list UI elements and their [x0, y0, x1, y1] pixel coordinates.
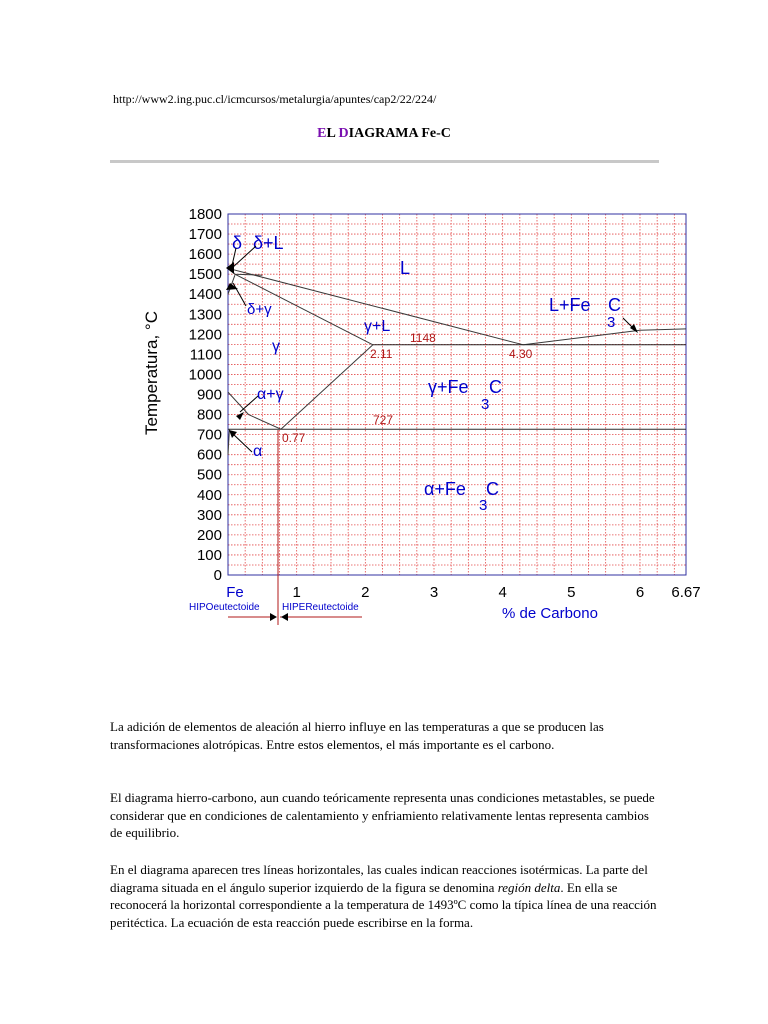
left-arrow-icon — [270, 613, 277, 621]
y-tick-label: 1300 — [188, 306, 222, 324]
y-tick-label: 1700 — [188, 226, 222, 244]
phase-label-alpha-fe-sub3: 3 — [479, 497, 488, 514]
title-initial-d: D — [338, 126, 349, 141]
phase-label-gamma-fe-c: C — [489, 377, 502, 397]
phase-line-acm — [281, 345, 373, 429]
y-tick-label: 100 — [196, 546, 222, 564]
phase-label-gamma-fe-sub3: 3 — [481, 396, 490, 413]
phase-label-gamma-liquid: γ+L — [364, 318, 391, 335]
y-tick-label: 500 — [196, 466, 222, 484]
y-tick-label: 900 — [196, 386, 222, 404]
phase-label-alpha: α — [253, 443, 263, 460]
arrow-head-icon — [226, 262, 234, 274]
x-tick-label: 6.67 — [671, 584, 701, 601]
y-tick-label: 1200 — [188, 326, 222, 344]
page-title — [0, 126, 768, 142]
x-tick-label: 5 — [567, 584, 576, 601]
paragraph-3-part-b: . En ella se reconocerá la horizontal correspondiente a la temperatura de 1493ºC como la típica línea de una reacción peritéctica. La ecuación de esta reacción puede escribirse en la forma. — [110, 879, 657, 930]
value-label-2-11: 2.11 — [370, 347, 393, 361]
phase-line-liquidus-2 — [523, 329, 686, 345]
phase-label-liquid-fe: L+Fe — [549, 295, 591, 315]
phase-label-liquid-fe-c: C — [608, 295, 621, 315]
fe-c-phase-diagram — [0, 195, 768, 635]
phase-label-alpha-fe: α+Fe — [424, 479, 466, 499]
phase-label-delta-liquid: δ+L — [253, 233, 284, 253]
y-tick-label: 800 — [196, 406, 222, 424]
y-tick-label: 700 — [196, 426, 222, 444]
value-label-1148: 1148 — [410, 331, 436, 345]
y-tick-label: 1100 — [189, 346, 222, 364]
y-tick-label: 0 — [213, 567, 222, 584]
value-label-4-30: 4.30 — [509, 347, 533, 361]
y-tick-label: 1000 — [188, 366, 222, 384]
x-tick-labels — [226, 584, 700, 601]
region-delta-term: región delta — [497, 879, 561, 895]
paragraph-2: El diagrama hierro-carbono, aun cuando teóricamente representa unas condiciones metastables, se puede considerar que en condiciones de calentamiento y enfriamiento relativamente lentas representa cambios de equilibrio. — [110, 790, 655, 840]
phase-label-alpha-gamma: α+γ — [257, 386, 284, 403]
phase-label-gamma: γ — [272, 338, 280, 355]
phase-label-alpha-fe-c: C — [486, 479, 499, 499]
y-tick-label: 400 — [196, 486, 222, 504]
paragraph-3 — [110, 861, 658, 931]
x-tick-label: 4 — [498, 584, 507, 601]
y-tick-label: 200 — [196, 526, 222, 544]
paragraph-3-part-a: En el diagrama aparecen tres líneas horizontales, las cuales indican reacciones isotérmicas. La parte del diagrama situada en el ángulo superior izquierdo de la figura se denomina — [110, 862, 648, 895]
y-tick-label: 1400 — [188, 286, 222, 304]
y-tick-labels — [189, 206, 222, 584]
x-tick-label: 2 — [361, 584, 370, 601]
y-tick-label: 1500 — [188, 266, 222, 284]
arrow-head-icon — [236, 412, 244, 420]
y-tick-label: 1800 — [188, 206, 222, 223]
callout-leaders — [231, 246, 635, 452]
title-part-rest: IAGRAMA Fe-C — [348, 126, 451, 141]
value-label-0-77: 0.77 — [282, 431, 306, 445]
title-initial-e: E — [317, 126, 327, 141]
region-label-hypoeutectoid: HIPOeutectoide — [189, 602, 260, 613]
y-tick-label: 300 — [196, 506, 222, 524]
right-arrow-icon — [281, 613, 288, 621]
phase-label-delta-gamma: δ+γ — [247, 301, 272, 318]
paragraph-1: La adición de elementos de aleación al hierro influye en las temperaturas a que se producen las transformaciones alotrópicas. Entre estos elementos, el más importante es el carbono. — [110, 719, 604, 752]
y-axis-title: Temperatura, °C — [142, 311, 161, 435]
source-url: http://www2.ing.puc.cl/icmcursos/metalurgia/apuntes/cap2/22/224/ — [113, 92, 437, 106]
x-tick-label: Fe — [226, 584, 244, 601]
x-tick-label: 3 — [429, 584, 439, 601]
phase-label-gamma-fe: γ+Fe — [428, 377, 469, 397]
value-label-727: 727 — [373, 413, 394, 427]
title-part-l: L — [326, 126, 339, 141]
x-tick-label: 6 — [635, 584, 645, 601]
leader-alpha — [232, 433, 252, 452]
phase-label-liquid-fe-sub3: 3 — [607, 314, 616, 331]
horizontal-rule — [110, 160, 659, 163]
y-tick-label: 600 — [196, 446, 222, 464]
y-tick-label: 1600 — [188, 246, 222, 264]
region-label-hypereutectoid: HIPEReutectoide — [282, 602, 359, 613]
x-tick-label: 1 — [292, 584, 301, 601]
leader-alpha-gamma — [240, 396, 258, 412]
phase-label-delta: δ — [232, 233, 243, 253]
phase-label-liquid: L — [400, 258, 411, 278]
x-axis-title: % de Carbono — [502, 605, 598, 622]
